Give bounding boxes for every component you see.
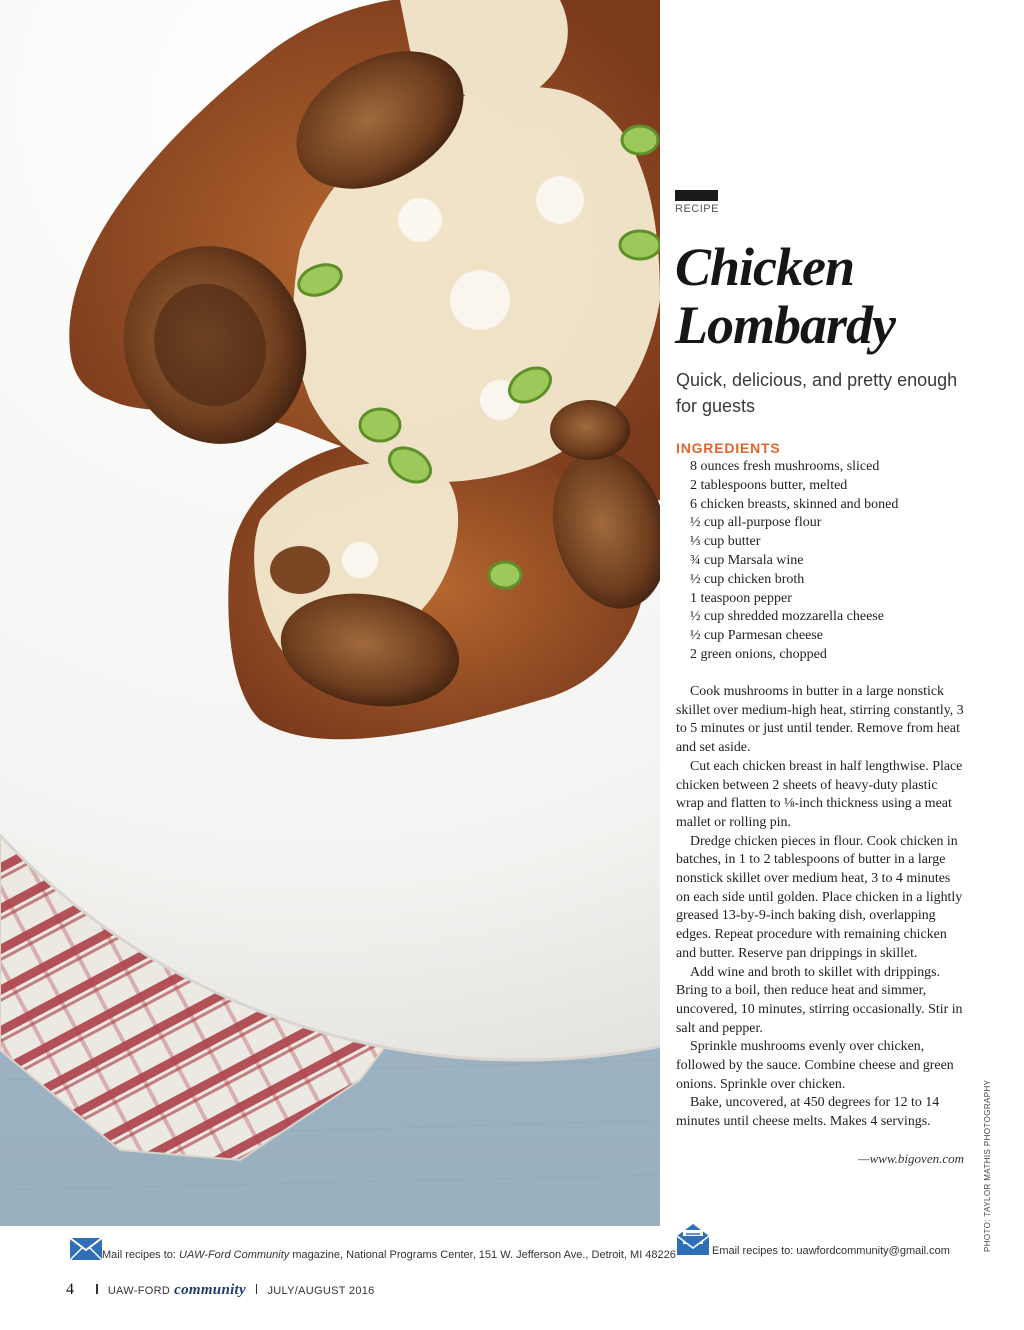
recipe-title xyxy=(675,238,1005,354)
mail-address: magazine, National Programs Center, 151 W. Jefferson Ave., Detroit, MI 48226 xyxy=(289,1249,676,1261)
direction-paragraph: Add wine and broth to skillet with drippings. Bring to a boil, then reduce heat and simmer, uncovered, 10 minutes, stirring occasionally. Stir in salt and pepper. xyxy=(676,964,963,1036)
mail-recipes-text xyxy=(102,1249,676,1263)
direction-paragraph: Bake, uncovered, at 450 degrees for 12 to 14 minutes until cheese melts. Makes 4 servings. xyxy=(676,1095,940,1130)
recipe-title-line-1: Chicken xyxy=(675,237,855,297)
brand-script: community xyxy=(174,1282,246,1298)
recipe-title-line-2: Lombardy xyxy=(675,295,895,355)
folio-divider xyxy=(256,1284,258,1294)
page-folio xyxy=(66,1281,375,1299)
issue-date: JULY/AUGUST 2016 xyxy=(267,1285,375,1297)
email-recipes-text: Email recipes to: uawfordcommunity@gmail.com xyxy=(712,1245,950,1257)
direction-paragraph: Cut each chicken breast in half lengthwise. Place chicken between 2 sheets of heavy-duty plastic wrap and flatten to ⅛-inch thickness using a meat mallet or rolling pin. xyxy=(676,758,963,830)
directions xyxy=(676,683,966,1132)
page-number: 4 xyxy=(66,1281,75,1298)
ingredient-item: 2 tablespoons butter, melted xyxy=(690,477,848,493)
recipe-source: —www.bigoven.com xyxy=(858,1151,964,1166)
ingredient-item: 2 green onions, chopped xyxy=(690,646,827,662)
ingredient-item: ½ cup all-purpose flour xyxy=(690,515,822,531)
recipe-subtitle: Quick, delicious, and pretty enough for guests xyxy=(676,370,958,416)
direction-paragraph: Sprinkle mushrooms evenly over chicken, followed by the sauce. Combine cheese and green onions. Sprinkle over chicken. xyxy=(676,1039,954,1092)
email-recipes-line xyxy=(676,1222,950,1259)
ingredient-item: 1 teaspoon pepper xyxy=(690,590,792,606)
mail-magazine-name: UAW-Ford Community xyxy=(179,1249,290,1261)
direction-paragraph: Cook mushrooms in butter in a large nonstick skillet over medium-high heat, stirring constantly, 3 to 5 minutes or just until tender. Remove from heat and set aside. xyxy=(676,684,964,756)
brand-prefix: UAW-FORD xyxy=(107,1285,171,1297)
ingredient-item: ½ cup chicken broth xyxy=(690,571,805,587)
section-marker-bar xyxy=(675,190,718,201)
ingredients-heading: INGREDIENTS xyxy=(676,440,781,456)
open-envelope-icon xyxy=(676,1222,710,1259)
ingredient-item: 8 ounces fresh mushrooms, sliced xyxy=(690,459,880,474)
ingredient-item: 6 chicken breasts, skinned and boned xyxy=(690,496,899,512)
ingredient-item: ½ cup Parmesan cheese xyxy=(690,628,823,644)
section-kicker: RECIPE xyxy=(675,203,719,215)
ingredient-item: ¾ cup Marsala wine xyxy=(690,552,804,568)
direction-paragraph: Dredge chicken pieces in flour. Cook chicken in batches, in 1 to 2 tablespoons of butter in a large nonstick skillet over medium heat, 3 to 4 minutes on each side until golden. Place chicken in a lightly greased 13-by-9-inch baking dish, overlapping edges. Repeat procedure with remaining chicken and butter. Reserve pan drippings in skillet. xyxy=(676,833,963,961)
mail-prefix: Mail recipes to: xyxy=(102,1249,180,1261)
ingredient-item: ⅓ cup butter xyxy=(690,534,761,550)
photo-credit: PHOTO: TAYLOR MATHIS PHOTOGRAPHY xyxy=(983,1079,992,1252)
folio-divider xyxy=(96,1284,98,1294)
ingredients-list xyxy=(690,458,898,665)
mail-recipes-line xyxy=(70,1238,676,1263)
envelope-icon xyxy=(70,1238,102,1263)
ingredient-item: ½ cup shredded mozzarella cheese xyxy=(690,609,884,625)
